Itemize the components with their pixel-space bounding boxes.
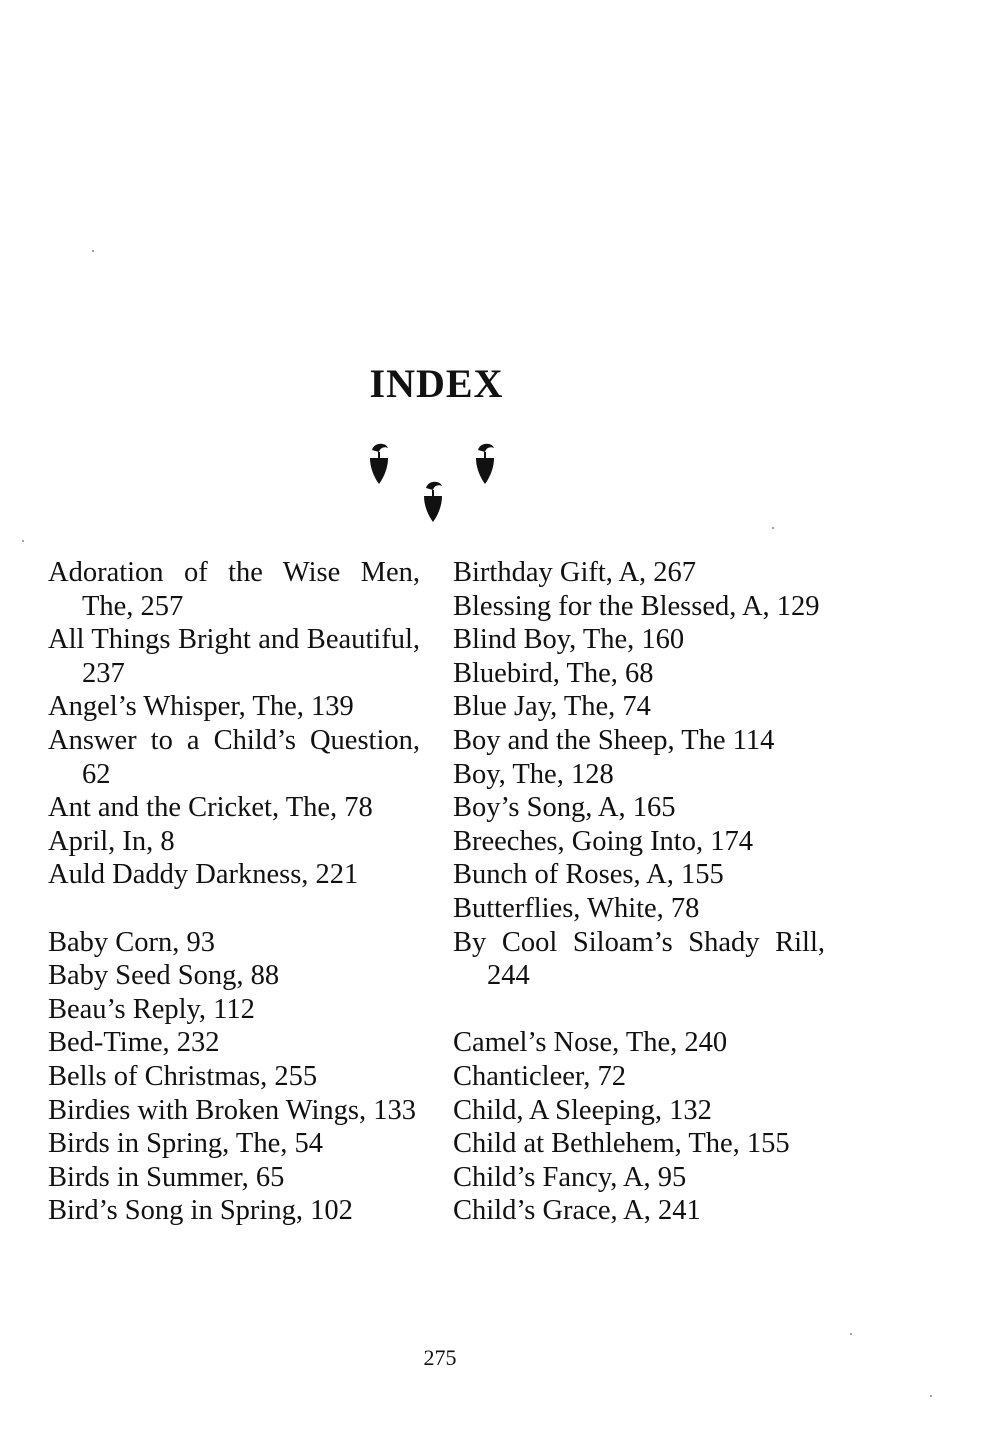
index-entry: Child at Bethlehem, The, 155: [453, 1128, 790, 1160]
scan-speck: [930, 1395, 932, 1397]
index-column-left: [48, 556, 420, 1228]
index-entry: Bluebird, The, 68: [453, 657, 654, 689]
index-entry: Auld Daddy Darkness, 221: [48, 859, 359, 891]
index-entry: Camel’s Nose, The, 240: [453, 1027, 728, 1059]
index-entry: Blind Boy, The, 160: [453, 624, 685, 656]
scan-speck: [772, 527, 774, 529]
index-entry: Baby Seed Song, 88: [48, 960, 280, 992]
index-entry: Angel’s Whisper, The, 139: [48, 691, 354, 723]
index-entry: Blessing for the Blessed, A, 129: [453, 590, 820, 622]
index-entry: Chanticleer, 72: [453, 1060, 626, 1092]
page-title: INDEX: [369, 361, 504, 406]
index-entry: Boy and the Sheep, The 114: [453, 724, 775, 756]
index-entry: Ant and the Cricket, The, 78: [48, 792, 373, 824]
leaf-ornament-icon: [418, 478, 448, 528]
index-entry: Boy, The, 128: [453, 758, 614, 790]
leaf-ornament-icon: [470, 440, 500, 490]
scan-speck: [92, 250, 94, 252]
index-entry: Bird’s Song in Spring, 102: [48, 1195, 353, 1227]
index-column-right: [453, 556, 825, 1228]
index-entry: Bells of Christmas, 255: [48, 1060, 318, 1092]
index-entry: Child’s Grace, A, 241: [453, 1195, 701, 1227]
index-entry: Child, A Sleeping, 132: [453, 1094, 712, 1126]
index-entry: Birdies with Broken Wings, 133: [48, 1094, 417, 1126]
index-entry: Breeches, Going Into, 174: [453, 825, 753, 857]
section-gap: [453, 993, 825, 1027]
scan-speck: [850, 1333, 852, 1335]
index-entry: Bed-Time, 232: [48, 1027, 220, 1059]
index-entry: All Things Bright and Beautiful, 237: [48, 624, 420, 689]
index-entry: April, In, 8: [48, 825, 175, 857]
index-entry: Blue Jay, The, 74: [453, 691, 651, 723]
index-entry: Baby Corn, 93: [48, 926, 216, 958]
index-entry: Adoration of the Wise Men, The, 257: [48, 557, 420, 622]
index-entry: Birds in Summer, 65: [48, 1161, 285, 1193]
index-entry: Birthday Gift, A, 267: [453, 557, 697, 588]
section-gap: [48, 892, 420, 926]
index-entry: Child’s Fancy, A, 95: [453, 1161, 687, 1193]
index-entry: Birds in Spring, The, 54: [48, 1128, 323, 1160]
page-number: 275: [423, 1345, 457, 1370]
index-entry: Bunch of Roses, A, 155: [453, 859, 724, 891]
index-entry: Boy’s Song, A, 165: [453, 792, 676, 824]
index-entry: Butterflies, White, 78: [453, 892, 700, 924]
index-entry: Beau’s Reply, 112: [48, 993, 255, 1025]
index-entry: Answer to a Child’s Question, 62: [48, 724, 420, 790]
leaf-ornament-icon: [364, 440, 394, 490]
index-entry: By Cool Siloam’s Shady Rill, 244: [453, 926, 825, 992]
scan-speck: [22, 540, 24, 542]
